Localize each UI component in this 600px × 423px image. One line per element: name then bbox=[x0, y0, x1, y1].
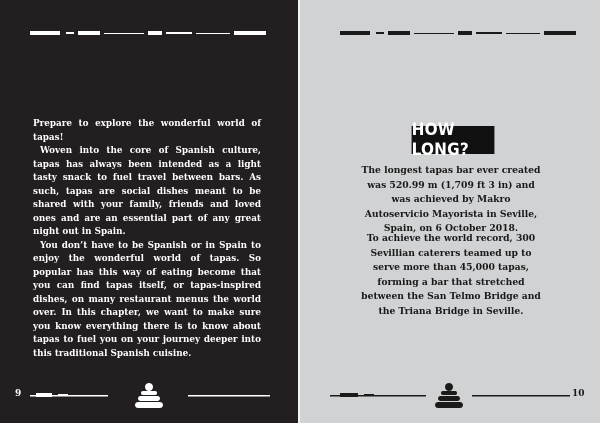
left-page bbox=[0, 0, 298, 423]
how-long-heading: HOW LONG? bbox=[412, 126, 495, 154]
stacked-tapas-icon bbox=[435, 383, 463, 408]
top-decorative-band bbox=[340, 30, 576, 36]
page-number: 10 bbox=[572, 389, 585, 399]
intro-paragraph: Prepare to explore the wonderful world of tapas! bbox=[33, 119, 261, 143]
record-paragraph: To achieve the world record, 300 Sevillian caterers teamed up to serve more than 45,000 tapas, forming a bar that stretched between the San Telmo Bridge and the Triana Bridge in Seville. bbox=[361, 233, 541, 317]
page-number: 9 bbox=[15, 389, 22, 399]
intro-paragraph: You don’t have to be Spanish or in Spain to enjoy the wonderful world of tapas. So popular has this way of eating become that you can find tapas itself, or tapas-inspired dishes, on many restaurant menus the world over. In this chapter, we want to make sure you know everything there is to know about tapas to fuel you on your journey deeper into this traditional Spanish cuisine. bbox=[33, 240, 261, 359]
stacked-tapas-icon bbox=[135, 383, 163, 408]
right-footer bbox=[330, 380, 570, 410]
top-decorative-band bbox=[30, 30, 266, 36]
record-paragraph: The longest tapas bar ever created was 520.99 m (1,709 ft 3 in) and was achieved by Makro Autoservicio Mayorista in Seville, Spain, on 6 October 2018. bbox=[361, 165, 541, 234]
intro-paragraph: Woven into the core of Spanish culture, tapas has always been intended as a light tasty snack to fuel travel between bars. As such, tapas are social dishes meant to be shared with your family, friends and loved ones and are an essential part of any great night out in Spain. bbox=[33, 146, 261, 237]
right-page bbox=[300, 0, 600, 423]
intro-text bbox=[33, 118, 261, 361]
left-footer bbox=[30, 380, 270, 410]
